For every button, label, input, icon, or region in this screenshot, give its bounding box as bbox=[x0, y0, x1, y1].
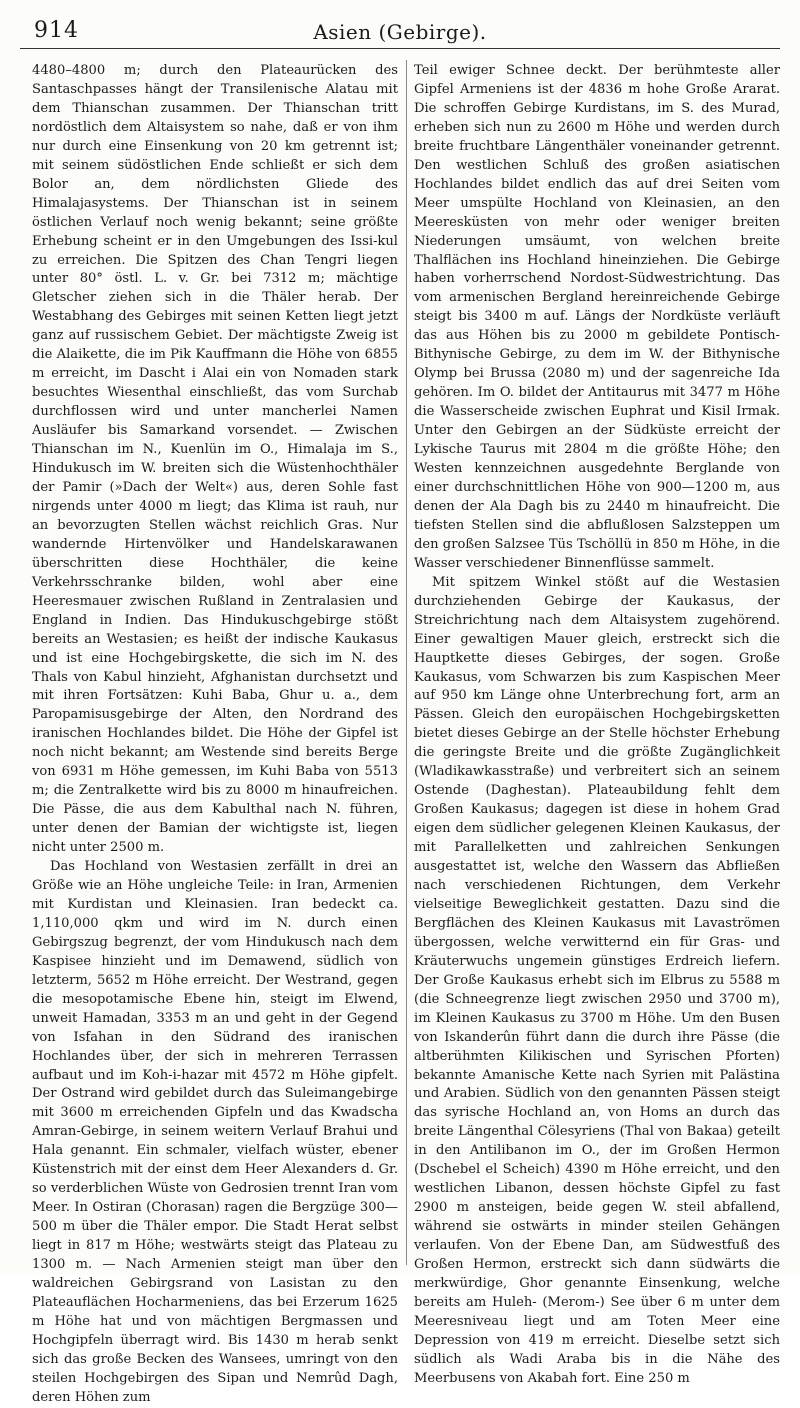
paragraph: Teil ewiger Schnee deckt. Der berühmteste aller Gipfel Armeniens ist der 4836 m hohe Große Ararat. Die schroffen Gebirge Kurdistans, im S. des Murad, erheben sich nun zu 2600 m Höhe und werden durch breite fruchtbare Längenthäler voneinander getrennt. Den westlichen Schluß des großen asiatischen Hochlandes bildet endlich das auf drei Seiten vom Meer umspülte Hochland von Kleinasien, an den Meeresküsten von mehr oder weniger breiten Niederungen umsäumt, von welchen breite Thalflächen ins Hochland hineinziehen. Die Gebirge haben vorherrschend Nordost-Südwestrichtung. Das vom armenischen Bergland hereinreichende Gebirge steigt bis 3400 m auf. Längs der Nordküste verläuft das aus Höhen bis zu 2000 m gebildete Pontisch-Bithynische Gebirge, zu dem im W. der Bithynische Olymp bei Brussa (2080 m) und der sagenreiche Ida gehören. Im O. bildet der Antitaurus mit 3477 m Höhe die Wasserscheide zwischen Euphrat und Kisil Irmak. Unter den Gebirgen an der Südküste erreicht der Lykische Taurus mit 2804 m die größte Höhe; den Westen kennzeichnen ausgedehnte Berglande von einer durchschnittlichen Höhe von 900—1200 m, aus denen der Ala Dagh bis zu 2440 m hinaufreicht. Die tiefsten Stellen sind die abflußlosen Salzsteppen um den großen Salzsee Tüs Tschöllü in 850 m Höhe, in die Wasser verschiedener Binnenflüsse sammelt. bbox=[414, 63, 780, 571]
running-title: Asien (Gebirge). bbox=[313, 20, 487, 44]
right-column bbox=[414, 62, 780, 1386]
column-divider bbox=[406, 60, 407, 1265]
paragraph: Das Hochland von Westasien zerfällt in drei an Größe wie an Höhe ungleiche Teile: in Iran, Armenien mit Kurdistan und Kleinasien. Iran bedeckt ca. 1,110,000 qkm und wird im N. durch einen Gebirgszug begrenzt, der vom Hindukusch nach dem Kaspisee hinzieht und im Demawend, südlich von letzterm, 5652 m Höhe erreicht. Der Westrand, gegen die mesopotamische Ebene hin, steigt im Elwend, unweit Hamadan, 3353 m an und geht in der Gegend von Isfahan in den Südrand des iranischen Hochlandes über, der sich in mehreren Terrassen aufbaut und im Koh-i-hazar mit 4572 m Höhe gipfelt. Der Ostrand wird gebildet durch das Suleimangebirge mit 3600 m erreichenden Gipfeln und das Kwadscha Amran-Gebirge, in seinem weitern Verlauf Brahui und Hala genannt. Ein schmaler, vielfach wüster, ebener Küstenstrich mit der einst dem Heer Alexanders d. Gr. so verderblichen Wüste von Gedrosien trennt Iran vom Meer. In Ostiran (Chorasan) ragen die Bergzüge 300—500 m über die Thäler empor. Die Stadt Herat selbst liegt in 817 m Höhe; westwärts steigt das Plateau zu 1300 m. — Nach Armenien steigt man über den waldreichen Gebirgsrand von Lasistan zu den Plateauflächen Hocharmeniens, das bei Erzerum 1625 m Höhe hat und von mächtigen Bergmassen und Hochgipfeln überragt wird. Bis 1430 m herab senkt sich das große Becken des Wansees, umringt von den steilen Hochgebirgen des Sipan und Nemrûd Dagh, deren Höhen zum bbox=[32, 859, 398, 1405]
page-number: 914 bbox=[34, 18, 79, 43]
page-header bbox=[20, 16, 780, 49]
paragraph: 4480–4800 m; durch den Plateaurücken des Santaschpasses hängt der Transilenische Alatau mit dem Thianschan zusammen. Der Thianschan tritt nordöstlich dem Altaisystem so nahe, daß er von ihm nur durch eine Einsenkung von 20 km getrennt ist; mit seinem südöstlichen Ende schließt er sich dem Bolor an, dem nördlichsten Gliede des Himalajasystems. Der Thianschan ist in seinem östlichen Verlauf noch wenig bekannt; seine größte Erhebung scheint er in den Umgebungen des Issi-kul zu erreichen. Die Spitzen des Chan Tengri liegen unter 80° östl. L. v. Gr. bei 7312 m; mächtige Gletscher ziehen sich in die Thäler herab. Der Westabhang des Gebirges mit seinen Ketten liegt jetzt ganz auf russischem Gebiet. Der mächtigste Zweig ist die Alaikette, die im Pik Kauffmann die Höhe von 6855 m erreicht, im Dascht i Alai ein von Nomaden stark besuchtes Wiesenthal einschließt, das vom Surchab durchflossen wird und unter mancherlei Namen Ausläufer bis Samarkand vorsendet. — Zwischen Thianschan im N., Kuenlün im O., Himalaja im S., Hindukusch im W. breiten sich die Wüstenhochthäler der Pamir (»Dach der Welt«) aus, deren Sohle fast nirgends unter 4000 m liegt; das Klima ist rauh, nur an bevorzugten Stellen wächst reichlich Gras. Nur wandernde Hirtenvölker und Handelskarawanen überschritten diese Hochthäler, die keine Verkehrsschranke bilden, wohl aber eine Heeresmauer zwischen Rußland in Zentralasien und England in Indien. Das Hindukuschgebirge stößt bereits an Westasien; es heißt der indische Kaukasus und ist eine Hochgebirgskette, die sich im N. des Thals von Kabul hinzieht, Afghanistan durchsetzt und mit ihren Fortsätzen: Kuhi Baba, Ghur u. a., dem Paropamisusgebirge der Alten, den Nordrand des iranischen Hochlandes bildet. Die Höhe der Gipfel ist noch nicht bekannt; am Westende sind bereits Berge von 6931 m Höhe gemessen, im Kuhi Baba von 5513 m; die Zentralkette wird bis zu 8000 m hinaufreichen. Die Pässe, die aus dem Kabulthal nach N. führen, unter denen der Bamian der wichtigste ist, liegen nicht unter 2500 m. bbox=[32, 63, 398, 856]
paragraph: Mit spitzem Winkel stößt auf die Westasien durchziehenden Gebirge der Kaukasus, der Streichrichtung nach dem Altaisystem zugehörend. Einer gewaltigen Mauer gleich, erstreckt sich die Hauptkette dieses Gebirges, der sogen. Große Kaukasus, vom Schwarzen bis zum Kaspischen Meer auf 950 km Länge ohne Unterbrechung fort, arm an Pässen. Gleich den europäischen Hochgebirgsketten bietet dieses Gebirge an der Stelle höchster Erhebung die geringste Breite und die größte Zugänglichkeit (Wladikawkasstraße) und verbreitert sich an seinem Ostende (Daghestan). Plateaubildung fehlt dem Großen Kaukasus; dagegen ist diese in hohem Grad eigen dem südlicher gelegenen Kleinen Kaukasus, der mit Parallelketten und zahlreichen Senkungen ausgestattet ist, welche den Wassern das Abfließen nach verschiedenen Richtungen, dem Verkehr vielseitige Beweglichkeit gestatten. Dazu sind die Bergflächen des Kleinen Kaukasus mit Lavaströmen übergossen, welche verwitternd ein für Gras- und Kräuterwuchs ungemein günstiges Erdreich liefern. Der Große Kaukasus erhebt sich im Elbrus zu 5588 m (die Schneegrenze liegt zwischen 2950 und 3700 m), im Kleinen Kaukasus zu 3700 m Höhe. Um den Busen von Iskanderûn führt dann die durch ihre Pässe (die altberühmten Kilikischen und Syrischen Pforten) bekannte Amanische Kette nach Syrien mit Palästina und Arabien. Südlich von den genannten Pässen steigt das syrische Hochland an, von Homs an durch das breite Längenthal Cölesyriens (Thal von Bakaa) geteilt in den Antilibanon im O., der im Großen Hermon (Dschebel el Scheich) 4390 m Höhe erreicht, und den westlichen Libanon, dessen höchste Gipfel zu fast 2900 m ansteigen, beide gegen W. steil abfallend, während sie ostwärts in minder steilen Gehängen verlaufen. Von der Ebene Dan, am Südwestfuß des Großen Hermon, erstreckt sich dann südwärts die merkwürdige, Ghor genannte Einsenkung, welche bereits am Huleh- (Merom-) See über 6 m unter dem Meeresniveau liegt und am Toten Meer eine Depression von 419 m erreicht. Dieselbe setzt sich südlich als Wadi Araba bis in die Nähe des Meerbusens von Akabah fort. Eine 250 m bbox=[414, 574, 780, 1386]
left-column bbox=[32, 62, 398, 1405]
